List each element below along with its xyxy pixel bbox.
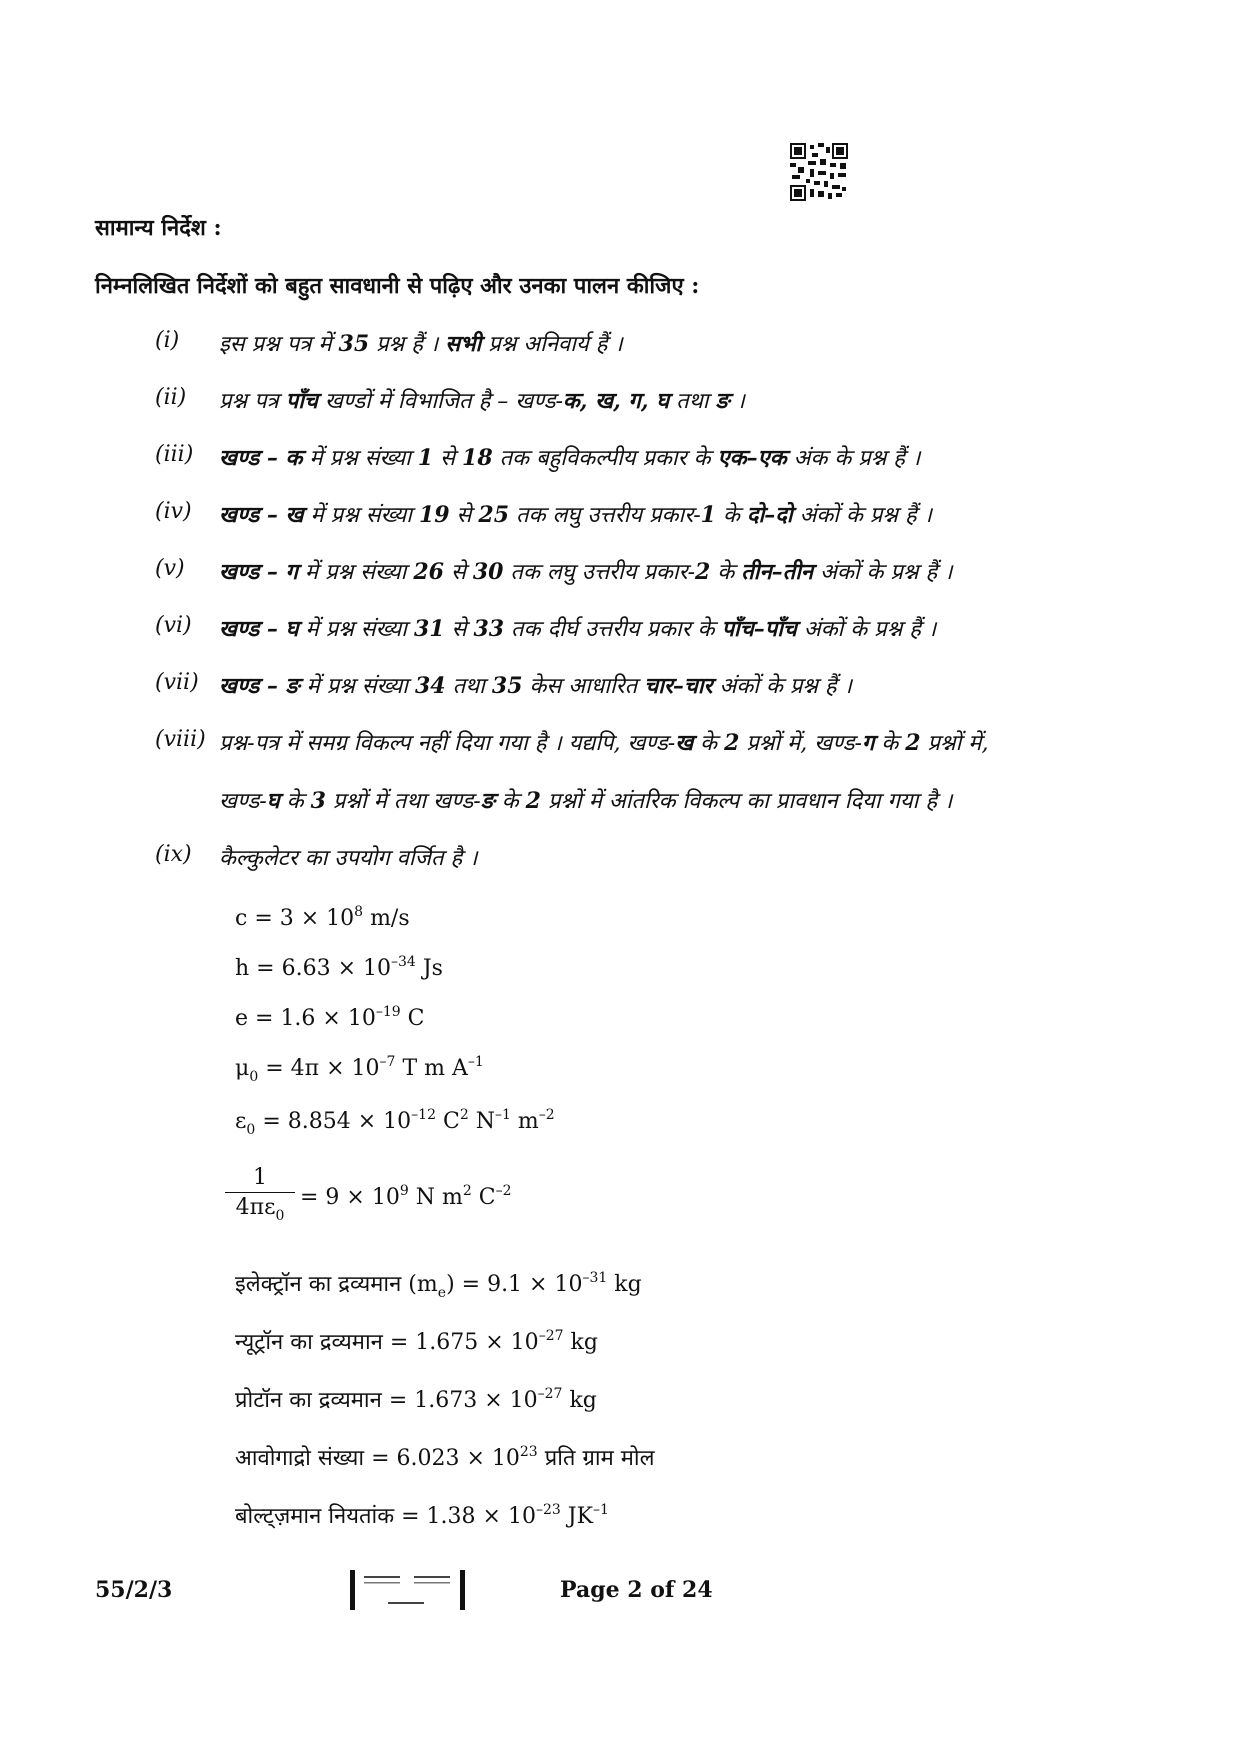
constant-planck: $h = 6.63 \times 10^{-34}$ Js: [235, 954, 443, 981]
instruction-number: (iv): [155, 499, 192, 524]
instruction-number: (iii): [155, 442, 194, 467]
instruction-text: प्रश्न पत्र पाँच खण्डों में विभाजित है – खण्ड-क, ख, ग, घ तथा ङ ।: [219, 388, 745, 414]
section-subtitle: निम्नलिखित निर्देशों को बहुत सावधानी से पढ़िए और उनका पालन कीजिए :: [95, 273, 700, 299]
constant-epsilon0: $\varepsilon_0 = 8.854 \times 10^{-12}$ $C^2$ $N^{-1}$ $m^{-2}$: [235, 1107, 555, 1138]
instruction-text: इस प्रश्न पत्र में 35 प्रश्न हैं । सभी प्रश्न अनिवार्य हैं ।: [219, 331, 623, 357]
instruction-text: खण्ड – ग में प्रश्न संख्या 26 से 30 तक लघु उत्तरीय प्रकार-2 के तीन–तीन अंकों के प्रश्न हैं ।: [219, 559, 953, 585]
instruction-text: खण्ड – क में प्रश्न संख्या 1 से 18 तक बहुविकल्पीय प्रकार के एक–एक अंक के प्रश्न हैं ।: [219, 445, 921, 471]
instruction-text: कैल्कुलेटर का उपयोग वर्जित है ।: [219, 846, 478, 871]
section-title: सामान्य निर्देश :: [95, 215, 222, 241]
fraction-denominator: $4\pi\varepsilon_0$: [235, 1195, 285, 1224]
instruction-number: (i): [155, 328, 180, 353]
instruction-number: (vii): [155, 670, 199, 695]
qr-code-icon: [790, 143, 848, 201]
instruction-number: (ii): [155, 385, 187, 410]
instruction-number: (vi): [155, 613, 192, 638]
page-number: Page 2 of 24: [560, 1577, 713, 1603]
fraction-numerator: 1: [225, 1165, 295, 1193]
instruction-text: खण्ड – ख में प्रश्न संख्या 19 से 25 तक लघु उत्तरीय प्रकार-1 के दो–दो अंकों के प्रश्न हैं ।: [219, 502, 932, 528]
constant-mu0: $\mu_0 = 4\pi \times 10^{-7}$ T m $A^{-1}$: [235, 1054, 484, 1085]
constant-electron-charge: $e = 1.6 \times 10^{-19}$ C: [235, 1004, 425, 1031]
instruction-number: (ix): [155, 842, 192, 867]
constant-electron-mass: इलेक्ट्रॉन का द्रव्यमान $(m_e) = 9.1 \times 10^{-31}$ kg: [235, 1270, 642, 1301]
constant-proton-mass: प्रोटॉन का द्रव्यमान = $1.673 \times 10^{-27}$ kg: [235, 1386, 597, 1413]
paper-code: 55/2/3: [95, 1577, 173, 1603]
constant-neutron-mass: न्यूट्रॉन का द्रव्यमान = $1.675 \times 10^{-27}$ kg: [235, 1328, 598, 1355]
instruction-text: खण्ड – ङ में प्रश्न संख्या 34 तथा 35 केस आधारित चार–चार अंकों के प्रश्न हैं ।: [219, 673, 852, 699]
barcode-icon: [350, 1568, 465, 1612]
constant-coulomb: = $9 \times 10^9$ N $m^2$ $C^{-2}$: [300, 1183, 512, 1210]
instruction-number: (viii): [155, 727, 206, 752]
instruction-text-line1: प्रश्न-पत्र में समग्र विकल्प नहीं दिया गया है । यद्यपि, खण्ड-ख के 2 प्रश्नों में, खण्ड-ग के 2 प्रश्नों में,: [219, 730, 989, 756]
constant-speed-of-light: $c = 3 \times 10^8$ m/s: [235, 904, 410, 931]
constant-avogadro: आवोगाद्रो संख्या = $6.023 \times 10^{23}$ प्रति ग्राम मोल: [235, 1444, 655, 1471]
coulomb-constant-fraction: [225, 1165, 295, 1224]
instruction-number: (v): [155, 556, 185, 581]
instruction-text: खण्ड – घ में प्रश्न संख्या 31 से 33 तक दीर्घ उत्तरीय प्रकार के पाँच–पाँच अंकों के प्रश्न हैं ।: [219, 616, 937, 642]
instruction-text-line2: खण्ड-घ के 3 प्रश्नों में तथा खण्ड-ङ के 2 प्रश्नों में आंतरिक विकल्प का प्रावधान दिया गया है ।: [219, 788, 953, 814]
constant-boltzmann: बोल्ट्ज़मान नियतांक = $1.38 \times 10^{-23}$ $JK^{-1}$: [235, 1502, 609, 1529]
